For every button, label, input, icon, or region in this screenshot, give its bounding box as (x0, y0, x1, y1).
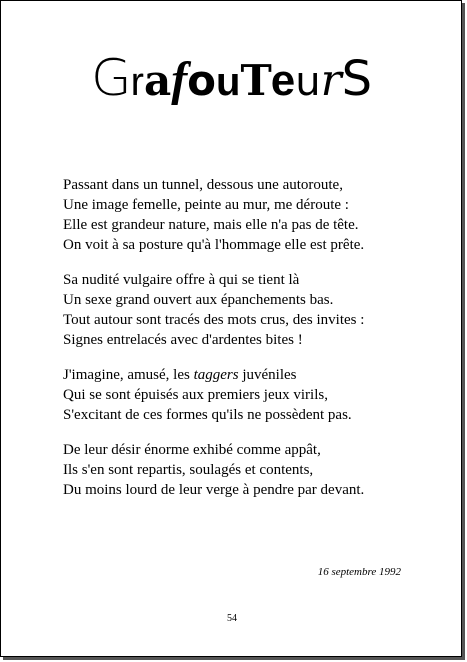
poem-line-text: J'imagine, amusé, les (63, 367, 194, 383)
poem-line: De leur désir énorme exhibé comme appât, (63, 442, 321, 458)
title-letter: e (270, 56, 296, 105)
poem-line: On voit à sa posture qu'à l'hommage elle est prête. (63, 237, 365, 253)
title-letter: u (216, 60, 241, 104)
title-letter: r (130, 60, 144, 104)
title-letter: S (341, 51, 373, 107)
poem-line: Ils s'en sont repartis, soulagés et contents, (63, 462, 314, 478)
title-letter: o (187, 56, 217, 105)
italic-word: taggers (193, 367, 239, 383)
title-letter: f (171, 53, 188, 106)
title-letter: u (295, 59, 321, 105)
poem-line: Passant dans un tunnel, dessous une autoroute, (63, 177, 343, 193)
poem-line: S'excitant de ces formes qu'ils ne possèdent pas. (63, 407, 352, 423)
poem-line: Tout autour sont tracés des mots crus, des invites : (63, 312, 365, 328)
title-letter: r (320, 55, 342, 106)
poem-body (63, 175, 443, 515)
title-letter: G (90, 49, 132, 107)
poem-line: Signes entrelacés avec d'ardentes bites ! (63, 332, 303, 348)
poem-line: Qui se sont épuisés aux premiers jeux virils, (63, 387, 328, 403)
stanza (63, 175, 443, 255)
poem-line: Une image femelle, peinte au mur, me déroute : (63, 197, 349, 213)
poem-line: Elle est grandeur nature, mais elle n'a pas de tête. (63, 217, 359, 233)
poem-date: 16 septembre 1992 (317, 566, 401, 578)
stanza (63, 440, 443, 500)
stanza (63, 365, 443, 425)
title-letter: a (143, 56, 172, 105)
poem-line (63, 365, 443, 385)
poem-line: Sa nudité vulgaire offre à qui se tient là (63, 272, 300, 288)
poem-line: Du moins lourd de leur verge à pendre par devant. (63, 482, 365, 498)
stanza (63, 270, 443, 350)
page-number: 54 (227, 613, 237, 624)
poem-line-text: juvéniles (238, 367, 297, 383)
title-letter: T (240, 56, 271, 105)
poem-line: Un sexe grand ouvert aux épanchements bas. (63, 292, 334, 308)
page-title (1, 43, 463, 113)
